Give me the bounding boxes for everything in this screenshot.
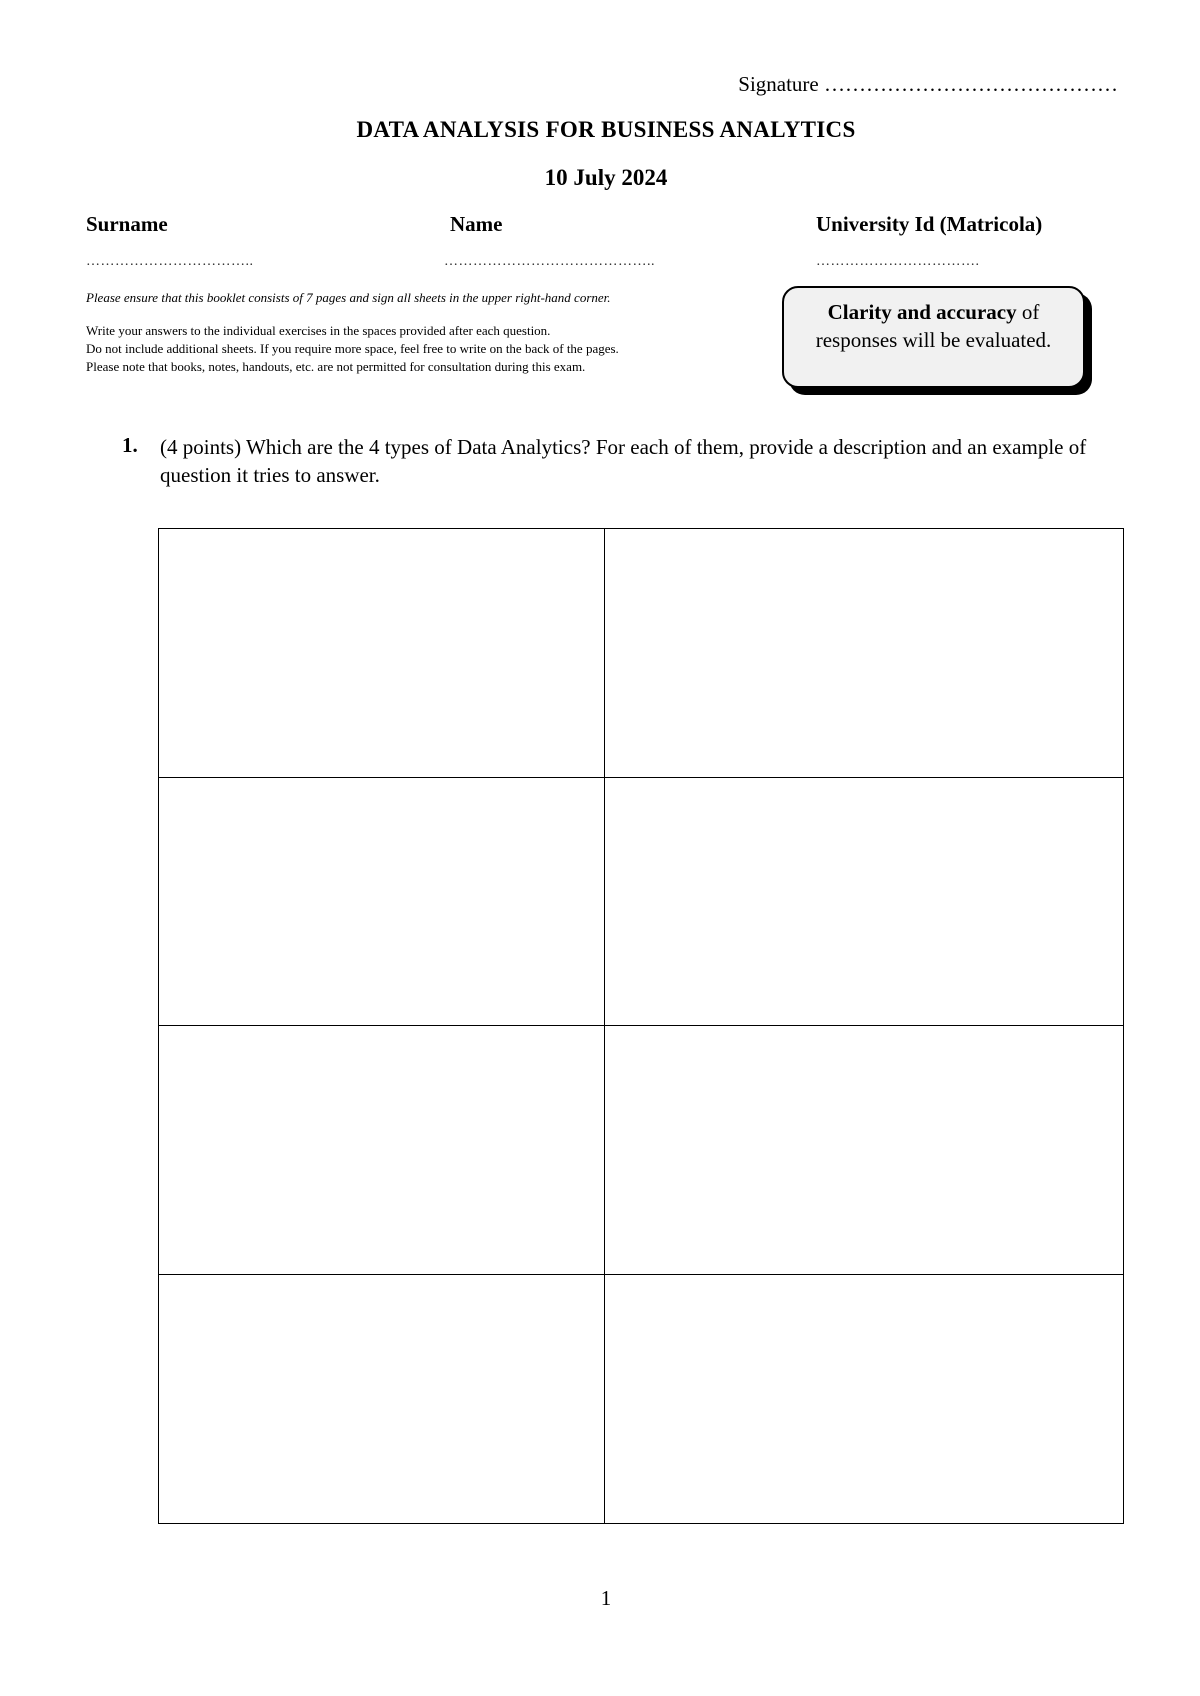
question-number: 1. bbox=[122, 433, 138, 457]
callout-line-2: responses will be evaluated. bbox=[815, 328, 1052, 352]
answer-cell-type-3[interactable] bbox=[159, 1026, 605, 1275]
surname-field[interactable]: …………………………….. bbox=[86, 254, 254, 269]
answer-cell-description-3[interactable] bbox=[605, 1026, 1123, 1275]
page-number: 1 bbox=[600, 1586, 612, 1610]
answer-cell-description-4[interactable] bbox=[605, 1275, 1123, 1524]
evaluation-callout bbox=[782, 286, 1085, 388]
university-id-label: University Id (Matricola) bbox=[816, 212, 1043, 236]
answer-cell-description-2[interactable] bbox=[605, 778, 1123, 1027]
answer-cell-description-1[interactable] bbox=[605, 529, 1123, 778]
callout-line-1 bbox=[784, 298, 1083, 326]
question-text: (4 points) Which are the 4 types of Data Analytics? For each of them, provide a description and an example of question it tries to answer. bbox=[160, 435, 1087, 487]
callout-bold: Clarity and accuracy bbox=[827, 300, 1017, 324]
exam-title: DATA ANALYSIS FOR BUSINESS ANALYTICS bbox=[356, 117, 856, 142]
signature-line: Signature …………………………………… bbox=[738, 72, 1118, 96]
instruction-line: Please note that books, notes, handouts, etc. are not permitted for consultation during this exam. bbox=[86, 359, 586, 374]
callout-rest: of bbox=[1016, 300, 1040, 324]
instructions-block bbox=[86, 322, 619, 376]
instruction-line: Do not include additional sheets. If you require more space, feel free to write on the back of the pages. bbox=[86, 341, 619, 356]
name-field[interactable]: …………………………………….. bbox=[444, 254, 655, 269]
answer-cell-type-4[interactable] bbox=[159, 1275, 605, 1524]
booklet-note: Please ensure that this booklet consists of 7 pages and sign all sheets in the upper right-hand corner. bbox=[86, 290, 611, 305]
answer-cell-type-2[interactable] bbox=[159, 778, 605, 1027]
answer-table bbox=[158, 528, 1124, 1524]
instruction-line: Write your answers to the individual exercises in the spaces provided after each question. bbox=[86, 323, 551, 338]
name-label: Name bbox=[450, 212, 503, 236]
answer-cell-type-1[interactable] bbox=[159, 529, 605, 778]
surname-label: Surname bbox=[86, 212, 168, 236]
exam-date: 10 July 2024 bbox=[544, 165, 668, 190]
university-id-field[interactable]: ……………………………. bbox=[816, 254, 980, 269]
